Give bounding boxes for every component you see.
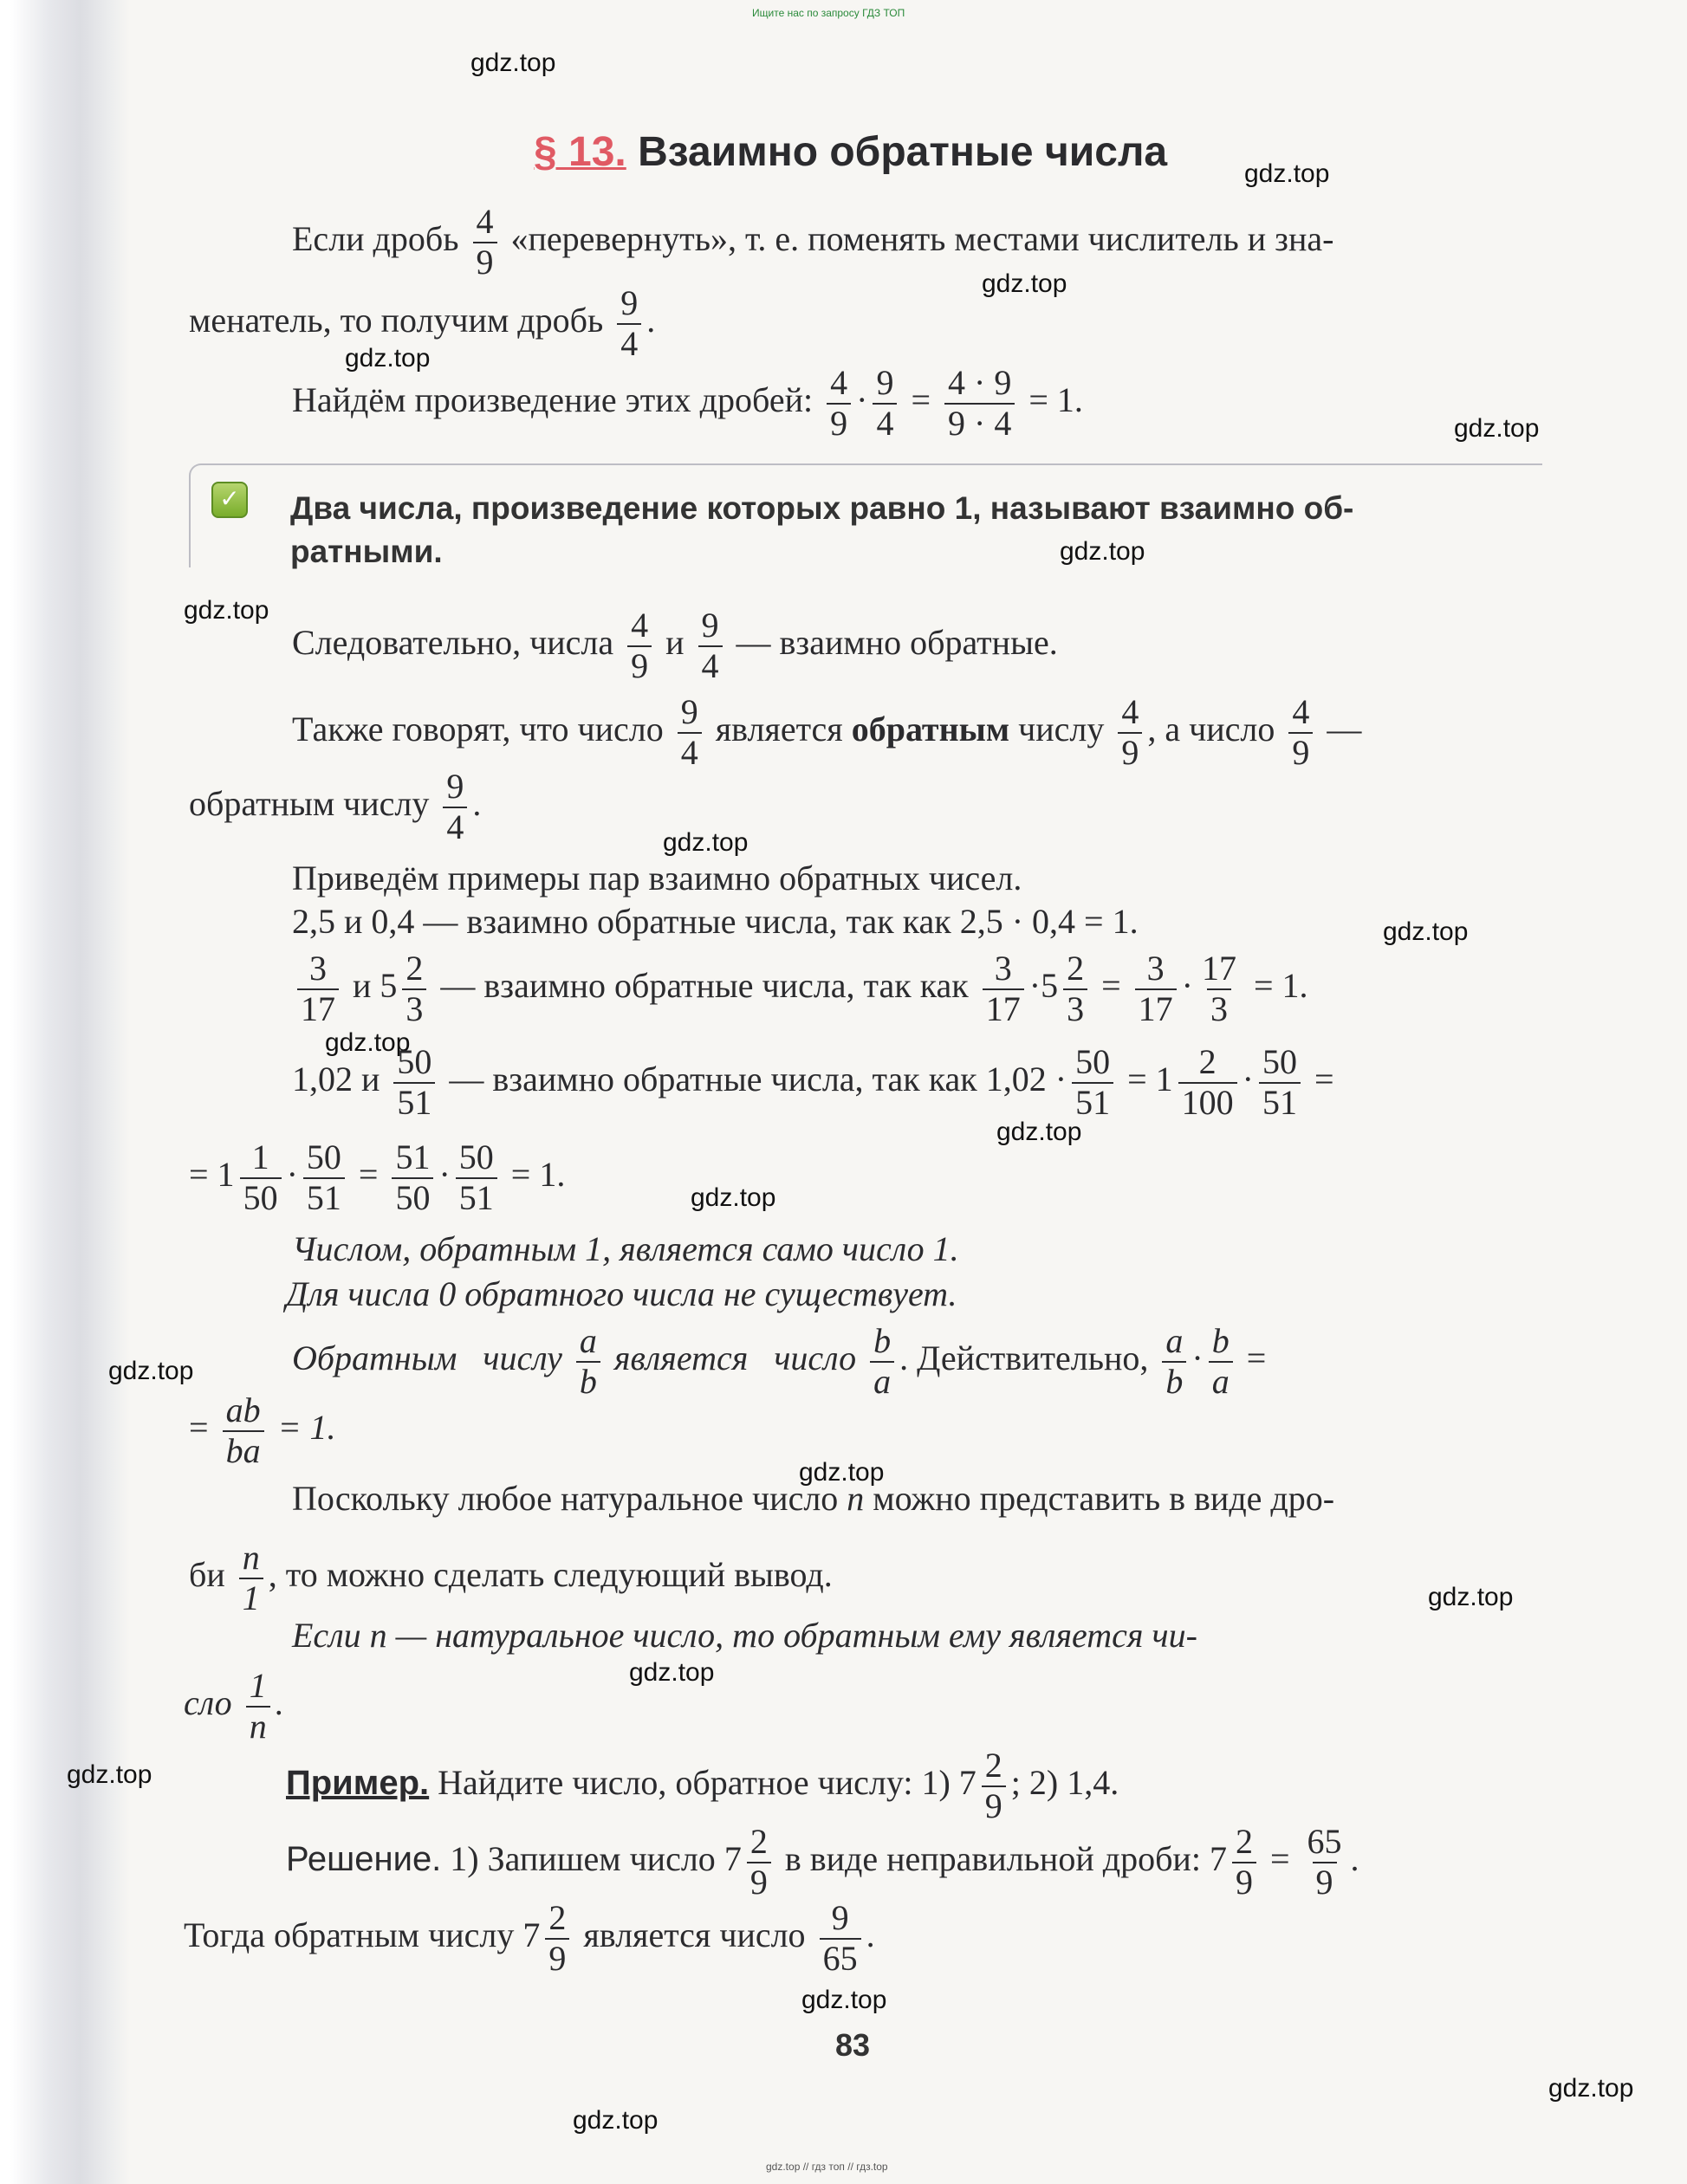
paragraph: менатель, то получим дробь $\frac{9}{4}$ . [189, 283, 656, 363]
watermark: gdz.top [573, 2106, 659, 2135]
paragraph: Если дробь $\frac{4}{9}$ «перевернуть», т. е. поменять местами числитель и зна- [292, 202, 1334, 282]
watermark: gdz.top [996, 1118, 1082, 1146]
book-spine-shadow [0, 0, 130, 2184]
paragraph: Поскольку любое натуральное число n можно представить в виде дро- [292, 1479, 1335, 1518]
examples-intro: Приведём примеры пар взаимно обратных чисел. [292, 859, 1022, 898]
example-line: 2,5 и 0,4 — взаимно обратные числа, так как 2,5 · 0,4 = 1. [292, 902, 1139, 941]
watermark: gdz.top [801, 1986, 887, 2014]
watermark: gdz.top [184, 596, 269, 625]
watermark: gdz.top [663, 828, 749, 857]
product-equation: Найдём произведение этих дробей: $\frac{4}{9}$ · $\frac{9}{4}$ = $\frac{4 \cdot 9}{9 \cdot 4}$ = 1. [292, 363, 1083, 443]
section-title [534, 128, 1167, 176]
paragraph: би $\frac{n}{1}$ , то можно сделать следующий вывод. [189, 1538, 833, 1617]
header-note: Ищите нас по запросу ГДЗ ТОП [752, 7, 905, 19]
rule-text: Числом, обратным 1, является само число 1. [292, 1229, 959, 1268]
watermark: gdz.top [67, 1760, 152, 1789]
watermark: gdz.top [1548, 2074, 1634, 2103]
watermark: gdz.top [470, 49, 556, 77]
watermark: gdz.top [1454, 414, 1540, 443]
rule-text: Обратным числу $\frac{a}{b}$ является число $\frac{b}{a}$ . Действительно, $\frac{a}{b}$ · $\frac{b}{a}$ = [292, 1321, 1267, 1401]
example-line: $\frac{3}{17}$ и 5 $\frac{2}{3}$ — взаимно обратные числа, так как $\frac{3}{17}$ ·5 $\frac{2}{3}$ = $\frac{3}{17}$ · $\frac{17}{3}$ = 1. [292, 949, 1308, 1029]
rule-text: сло $\frac{1}{n}$ . [184, 1666, 284, 1746]
watermark: gdz.top [345, 344, 431, 373]
section-number: § 13. [534, 129, 626, 175]
watermark: gdz.top [1060, 537, 1145, 566]
paragraph: Следовательно, числа $\frac{4}{9}$ и $\frac{9}{4}$ — взаимно обратные. [292, 606, 1058, 685]
example-line: = 1 $\frac{1}{50}$ · $\frac{50}{51}$ = $\frac{51}{50}$ · $\frac{50}{51}$ = 1. [189, 1137, 566, 1217]
watermark: gdz.top [691, 1183, 776, 1212]
watermark: gdz.top [982, 269, 1067, 298]
solution: Решение. 1) Запишем число 7 $\frac{2}{9}$ в виде неправильной дроби: 7 $\frac{2}{9}$ = $\frac{65}{9}$ . [286, 1822, 1359, 1902]
example-label: Пример. [286, 1763, 430, 1802]
watermark: gdz.top [799, 1458, 885, 1487]
watermark: gdz.top [108, 1357, 194, 1385]
watermark: gdz.top [1244, 159, 1330, 188]
example-task: Пример. Найдите число, обратное числу: 1) 7 $\frac{2}{9}$ ; 2) 1,4. [286, 1746, 1119, 1825]
section-title-text: Взаимно обратные числа [638, 129, 1168, 175]
rule-text: Если n — натуральное число, то обратным ему является чи- [292, 1616, 1197, 1655]
rule-text: = $\frac{ab}{ba}$ = 1. [189, 1390, 336, 1470]
solution: Тогда обратным числу 7 $\frac{2}{9}$ является число $\frac{9}{65}$ . [184, 1898, 875, 1978]
footer-note: gdz.top // гдз топ // гдз.top [766, 2161, 888, 2173]
rule-text: Для числа 0 обратного числа не существует. [286, 1274, 957, 1313]
paragraph: Также говорят, что число $\frac{9}{4}$ является обратным числу $\frac{4}{9}$ , а число $\frac{4}{9}$ — [292, 692, 1362, 772]
definition-text: Два числа, произведение которых равно 1, называют взаимно об- ратными. [290, 490, 1354, 569]
solution-label: Решение. [286, 1839, 442, 1878]
watermark: gdz.top [629, 1658, 715, 1687]
page-number: 83 [835, 2027, 871, 2063]
watermark: gdz.top [325, 1028, 411, 1057]
watermark: gdz.top [1383, 917, 1469, 946]
watermark: gdz.top [1428, 1583, 1514, 1611]
paragraph: обратным числу $\frac{9}{4}$ . [189, 767, 482, 846]
example-line: 1,02 и $\frac{50}{51}$ — взаимно обратные числа, так как 1,02 · $\frac{50}{51}$ = 1 $\frac{2}{100}$ · $\frac{50}{51}$ = [292, 1042, 1334, 1122]
checkmark-icon: ✓ [211, 482, 248, 518]
